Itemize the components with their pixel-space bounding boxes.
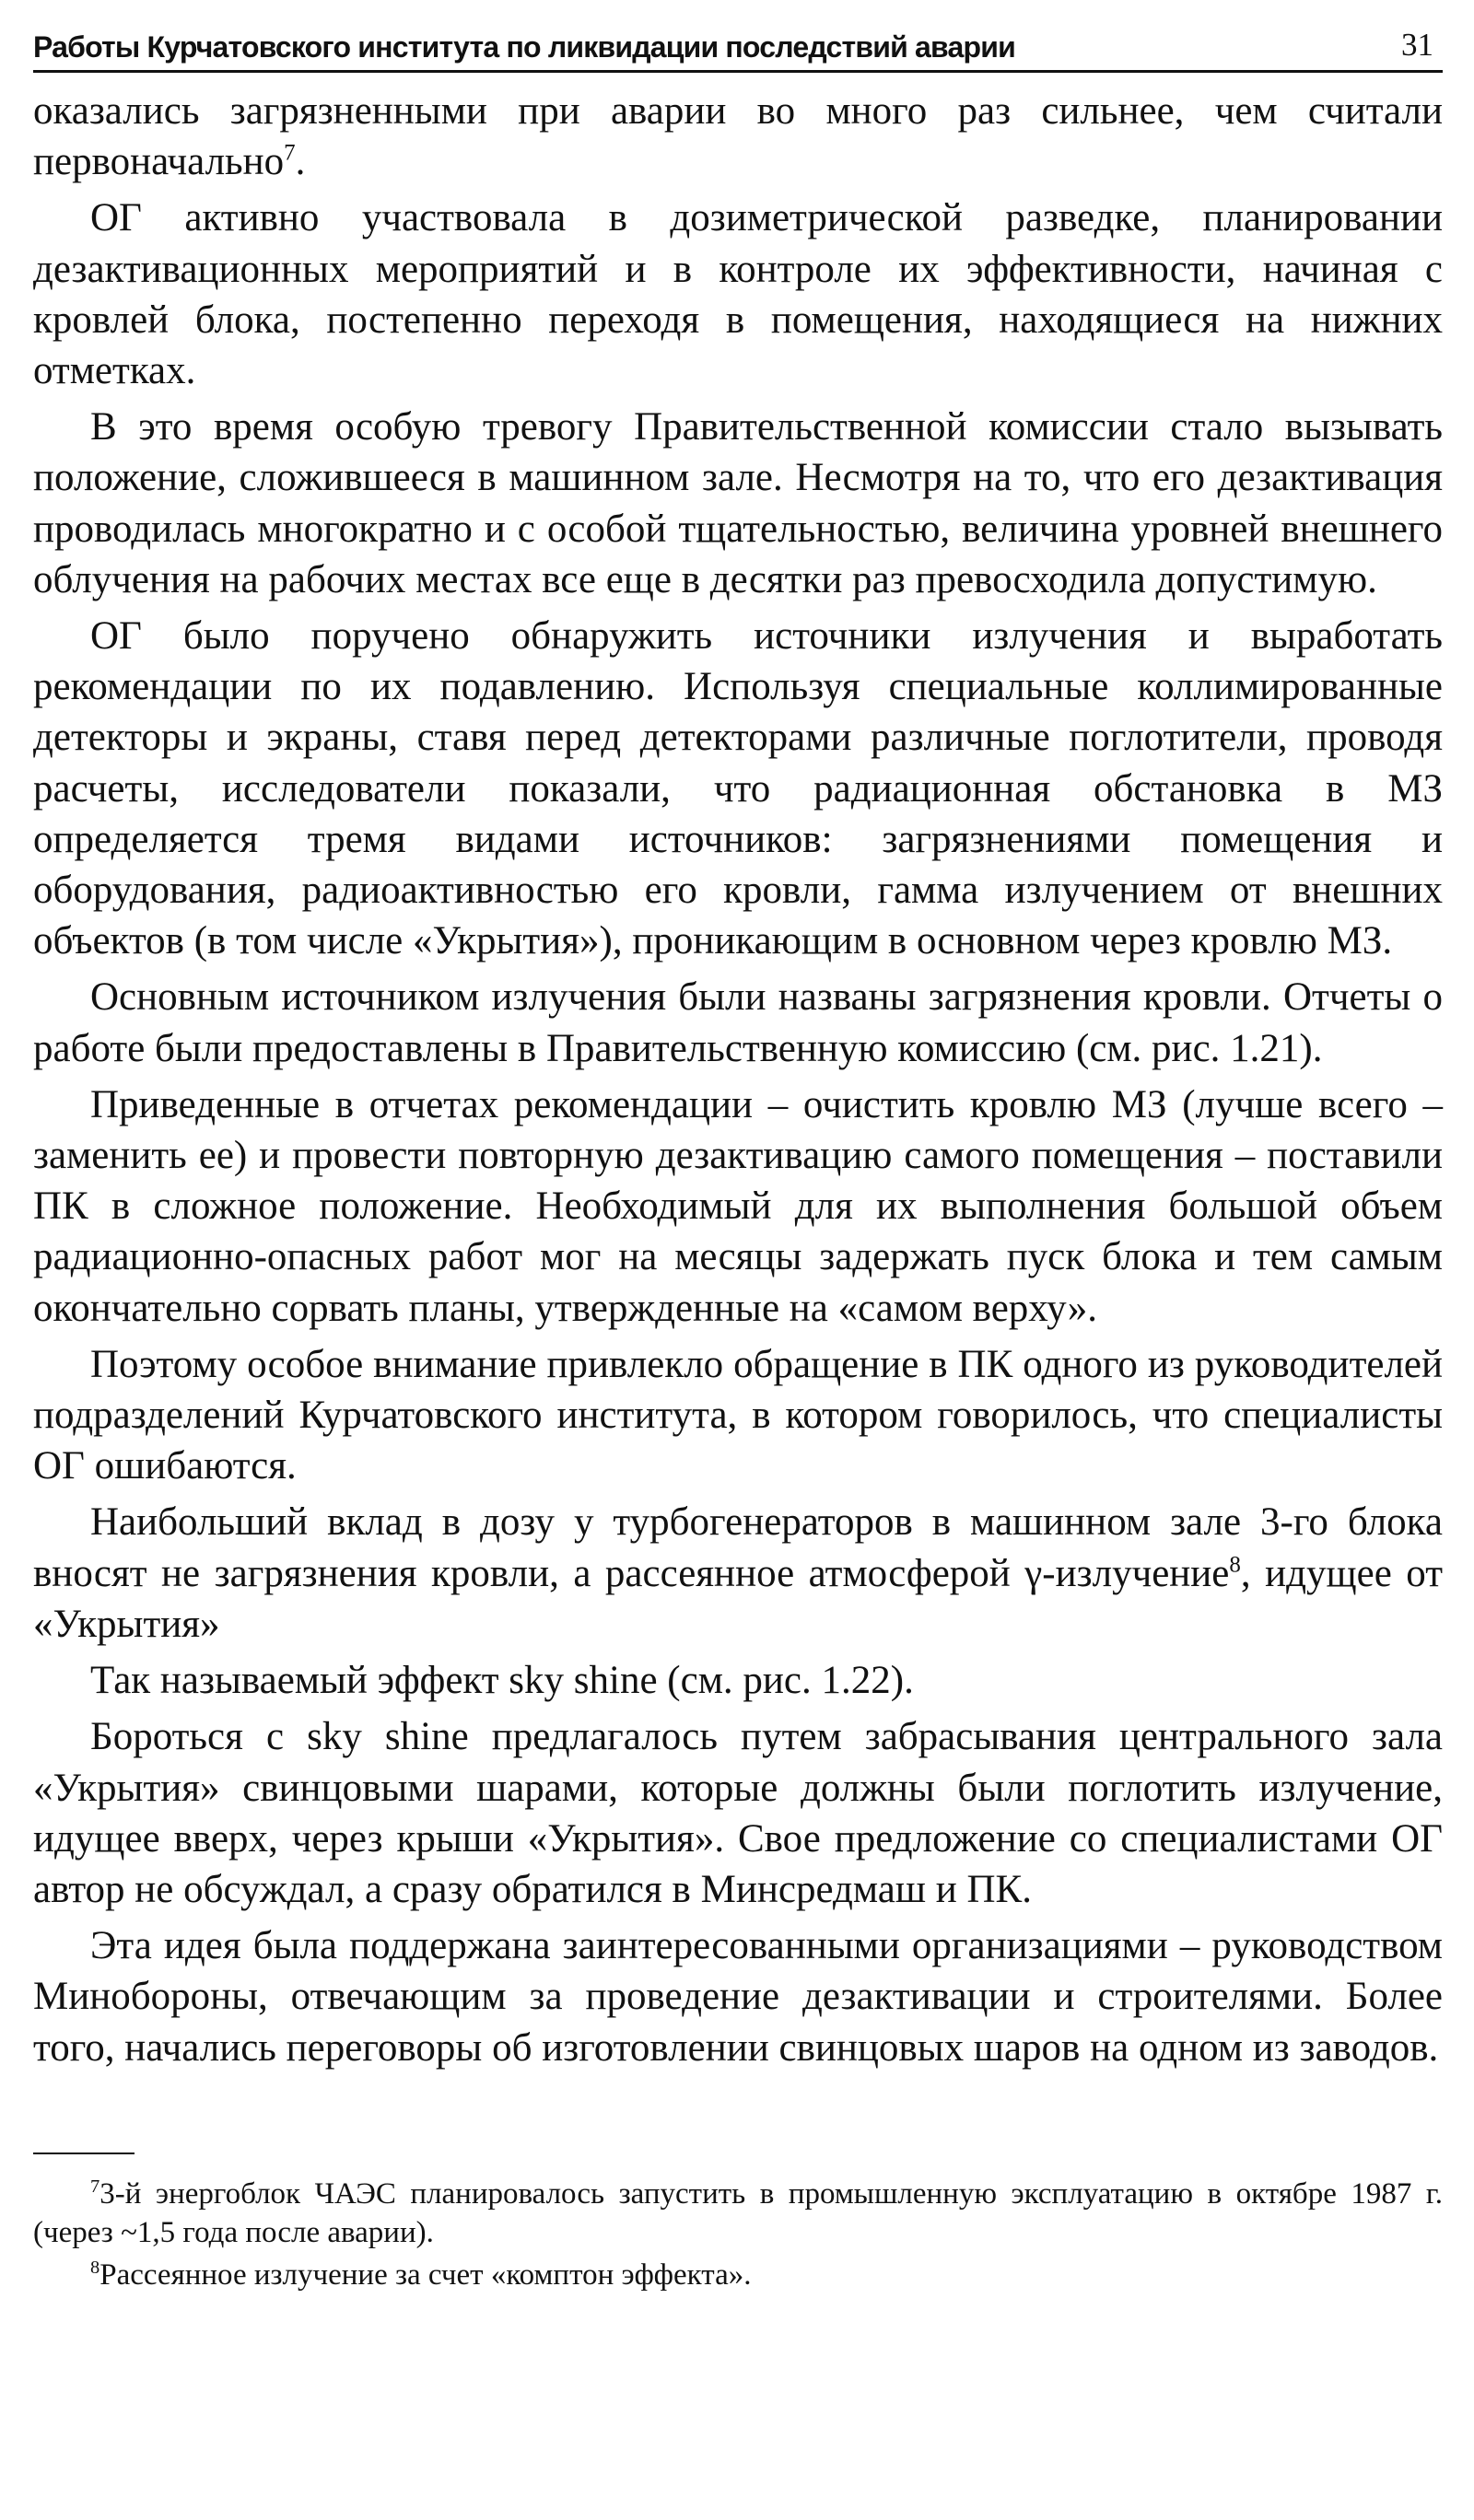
- paragraph: Приведенные в отчетах рекомендации – очистить кровлю МЗ (лучше всего – заменить ее) и провести повторную дезактивацию самого помещения – поставили ПК в сложное положение. Необходимый для их выполнения большой объем радиационно-опасных работ мог на месяцы задержать пуск блока и тем самым окончательно сорвать планы, утвержденные на «самом верху».: [33, 1082, 1443, 1330]
- paragraph-tail: .: [295, 140, 306, 184]
- footnote-mark: 8: [90, 2257, 100, 2278]
- footnote-reference[interactable]: 7: [284, 140, 296, 166]
- footnote: [33, 2175, 1443, 2252]
- paragraph: Поэтому особое внимание привлекло обращение в ПК одного из руководителей подразделений Курчатовского института, в котором говорилось, что специалисты ОГ ошибаются.: [33, 1342, 1443, 1488]
- footnote-reference[interactable]: 8: [1229, 1552, 1241, 1578]
- paragraph-text: оказались загрязненными при аварии во много раз сильнее, чем считали первоначально: [33, 89, 1443, 184]
- paragraph: Бороться с sky shine предлагалось путем забрасывания центрального зала «Укрытия» свинцовыми шарами, которые должны были поглотить излучение, идущее вверх, через крыши «Укрытия». Свое предложение со специалистами ОГ автор не обсуждал, а сразу обратился в Минсредмаш и ПК.: [33, 1715, 1443, 1911]
- footnote-text: 3-й энергоблок ЧАЭС планировалось запустить в промышленную эксплуатацию в октябре 1987 г. (через ~1,5 года после аварии).: [33, 2176, 1443, 2249]
- footnote: [33, 2256, 1443, 2294]
- footnotes: [33, 2175, 1443, 2294]
- running-header: [33, 26, 1443, 73]
- running-title: Работы Курчатовского института по ликвидации последствий аварии: [33, 29, 1015, 64]
- paragraph-text: Наибольший вклад в дозу у турбогенераторов в машинном зале 3-го блока вносят не загрязнения кровли, а рассеянное атмосферой γ-излучение: [33, 1500, 1443, 1595]
- paragraph: [33, 1497, 1443, 1650]
- paragraph: [33, 86, 1443, 187]
- body-text: [33, 86, 1443, 2073]
- footnote-text: Рассеянное излучение за счет «комптон эффекта».: [99, 2258, 752, 2292]
- paragraph: Так называемый эффект sky shine (см. рис. 1.22).: [90, 1659, 914, 1703]
- page-number: 31: [1401, 27, 1433, 63]
- paragraph: В это время особую тревогу Правительственной комиссии стало вызывать положение, сложившееся в машинном зале. Несмотря на то, что его дезактивация проводилась многократно и с особой тщательностью, величина уровней внешнего облучения на рабочих местах все еще в десятки раз превосходила допустимую.: [33, 405, 1443, 601]
- paragraph-tail: , идущее от «Укрытия»: [33, 1551, 1443, 1646]
- paragraph: ОГ было поручено обнаружить источники излучения и выработать рекомендации по их подавлению. Используя специальные коллимированные детекторы и экраны, ставя перед детекторами различные поглотители, проводя расчеты, исследователи показали, что радиационная обстановка в МЗ определяется тремя видами источников: загрязнениями помещения и оборудования, радиоактивностью его кровли, гамма излучением от внешних объектов (в том числе «Укрытия»), проникающим в основном через кровлю МЗ.: [33, 614, 1443, 963]
- book-page: [33, 26, 1443, 2298]
- paragraph: Основным источником излучения были названы загрязнения кровли. Отчеты о работе были предоставлены в Правительственную комиссию (см. рис. 1.21).: [33, 975, 1443, 1070]
- paragraph: ОГ активно участвовала в дозиметрической разведке, планировании дезактивационных мероприятий и в контроле их эффективности, начиная с кровлей блока, постепенно переходя в помещения, находящиеся на нижних отметках.: [33, 196, 1443, 393]
- footnote-divider: [33, 2152, 135, 2154]
- footnote-mark: 7: [90, 2176, 100, 2197]
- paragraph: Эта идея была поддержана заинтересованными организациями – руководством Минобороны, отвечающим за проведение дезактивации и строителями. Более того, начались переговоры об изготовлении свинцовых шаров на одном из заводов.: [33, 1924, 1443, 2070]
